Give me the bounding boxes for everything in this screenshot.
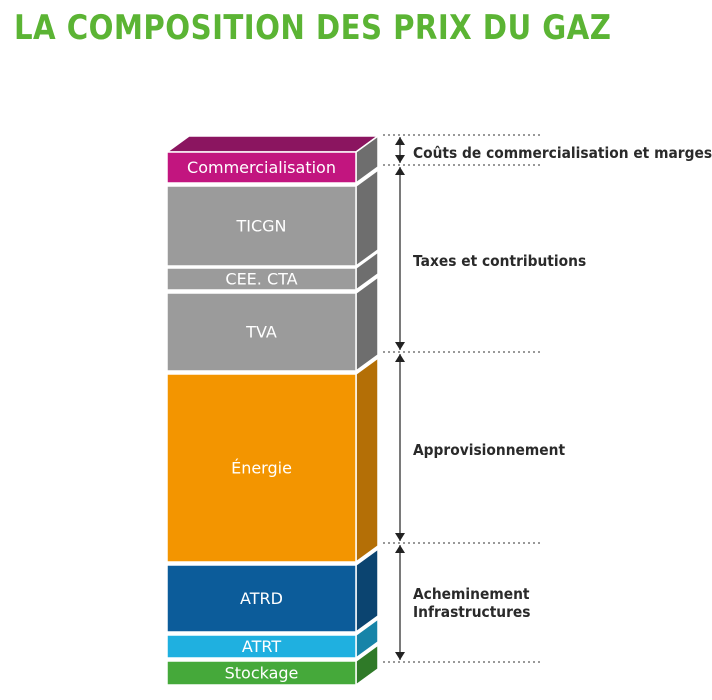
arrow-head: [395, 137, 405, 145]
category-label-approvisionnement: Approvisionnement: [413, 441, 566, 459]
segment-label-tva: TVA: [246, 322, 277, 342]
category-label-infrastructures: Infrastructures: [413, 603, 531, 621]
arrow-head: [395, 354, 405, 362]
arrow-head: [395, 545, 405, 553]
segment-label-commercialisation: Commercialisation: [187, 158, 336, 177]
segment-label-cee-cta: CEE. CTA: [225, 269, 298, 289]
segment-energie: [167, 358, 378, 562]
category-brackets: [383, 135, 540, 662]
page-title: LA COMPOSITION DES PRIX DU GAZ: [14, 8, 612, 48]
segment-side-energie: [356, 358, 378, 562]
segment-label-stockage: Stockage: [224, 663, 299, 683]
arrow-head: [395, 342, 405, 350]
segment-side-atrd: [356, 549, 378, 632]
segment-side-tva: [356, 277, 378, 371]
segment-side-ticgn: [356, 170, 378, 266]
arrow-head: [395, 155, 405, 163]
arrow-head: [395, 167, 405, 175]
arrow-head: [395, 533, 405, 541]
segment-label-energie: Énergie: [231, 458, 292, 478]
category-label-acheminement: Acheminement: [413, 585, 530, 603]
segment-label-atrt: ATRT: [241, 637, 282, 656]
category-label-taxes: Taxes et contributions: [413, 252, 587, 270]
segment-tva: [167, 277, 378, 371]
category-label-couts: Coûts de commercialisation et marges: [413, 144, 712, 162]
block-top-face: [167, 136, 378, 152]
segment-label-ticgn: TICGN: [236, 216, 287, 236]
segment-ticgn: [167, 170, 378, 266]
arrow-head: [395, 652, 405, 660]
segment-label-atrd: ATRD: [240, 589, 283, 608]
